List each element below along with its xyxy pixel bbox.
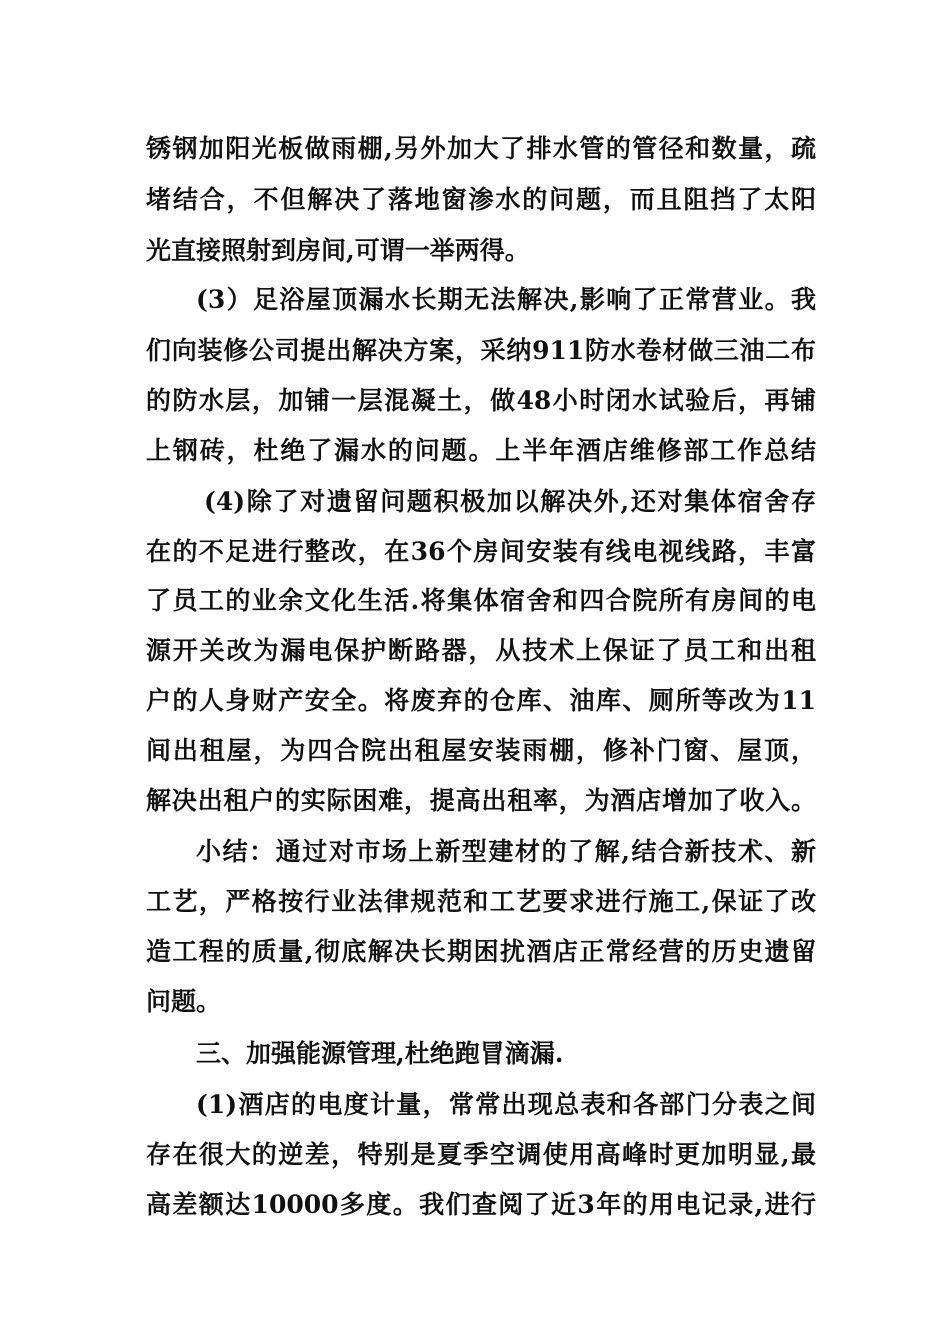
paragraph-first-line: 小结：通过对市场上新型建材的了解,结合新技术、新 (196, 837, 816, 866)
text-line: 工艺，严格按行业法律规范和工艺要求进行施工,保证了改 (146, 887, 816, 916)
text-line: 存在很大的逆差，特别是夏季空调使用高峰时更加明显,最 (146, 1140, 816, 1169)
text-line: 户的人身财产安全。将废弃的仓库、油库、厕所等改为11 (146, 686, 816, 715)
text-line: 锈钢加阳光板做雨棚,另外加大了排水管的管径和数量，疏 (146, 134, 816, 163)
text-line: 高差额达10000多度。我们查阅了近3年的用电记录,进行 (146, 1190, 816, 1219)
paragraph-first-line: (4)除了对遗留问题积极加以解决外,还对集体宿舍存 (204, 487, 816, 516)
paragraph-first-line: (1)酒店的电度计量，常常出现总表和各部门分表之间 (196, 1090, 816, 1119)
text-line: 堵结合，不但解决了落地窗渗水的问题，而且阻挡了太阳 (146, 185, 816, 214)
text-line: 上钢砖，杜绝了漏水的问题。上半年酒店维修部工作总结 (146, 436, 816, 465)
text-line: 间出租屋，为四合院出租屋安装雨棚，修补门窗、屋顶， (146, 736, 816, 765)
paragraph-first-line: (3）足浴屋顶漏水长期无法解决,影响了正常营业。我 (196, 285, 816, 314)
text-line: 们向装修公司提出解决方案，采纳911防水卷材做三油二布 (146, 336, 816, 365)
text-line: 问题。 (146, 987, 222, 1016)
text-line: 解决出租户的实际困难，提高出租率，为酒店增加了收入。 (146, 786, 816, 815)
text-line: 造工程的质量,彻底解决长期困扰酒店正常经营的历史遗留 (146, 937, 816, 966)
text-line: 光直接照射到房间,可谓一举两得。 (146, 236, 530, 265)
text-line: 了员工的业余文化生活.将集体宿舍和四合院所有房间的电 (146, 586, 816, 615)
text-line: 在的不足进行整改，在36个房间安装有线电视线路，丰富 (146, 537, 816, 566)
text-line: 源开关改为漏电保护断路器，从技术上保证了员工和出租 (146, 636, 816, 665)
section-heading: 三、加强能源管理,杜绝跑冒滴漏. (196, 1039, 564, 1068)
text-line: 的防水层，加铺一层混凝土，做48小时闭水试验后，再铺 (146, 386, 816, 415)
